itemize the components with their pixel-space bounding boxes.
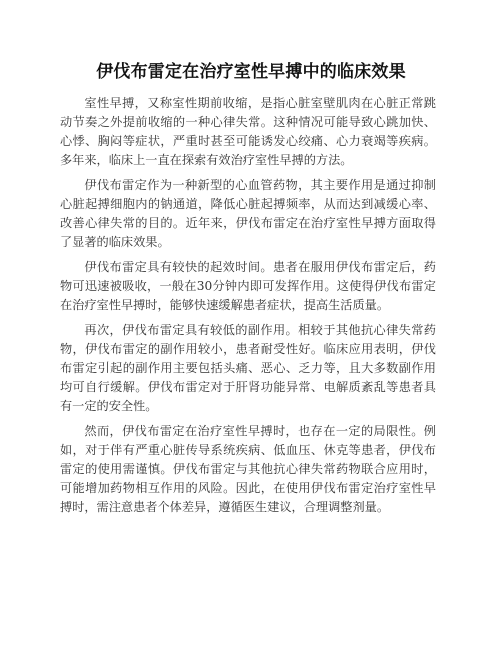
- paragraph-1: 室性早搏，又称室性期前收缩，是指心脏室壁肌肉在心脏正常跳动节奏之外提前收缩的一种心律失常。这种情况可能导致心跳加快、心悸、胸闷等症状，严重时甚至可能诱发心绞痛、心力衰竭等疾病。多年来，临床上一直在探索有效治疗室性早搏的方法。: [60, 96, 436, 167]
- paragraph-5: 然而，伊伐布雷定在治疗室性早搏时，也存在一定的局限性。例如，对于伴有严重心脏传导系统疾病、低血压、休克等患者，伊伐布雷定的使用需谨慎。伊伐布雷定与其他抗心律失常药物联合应用时，可能增加药物相互作用的风险。因此，在使用伊伐布雷定治疗室性早搏时，需注意患者个体差异，遵循医生建议，合理调整剂量。: [60, 424, 436, 514]
- paragraph-2: 伊伐布雷定作为一种新型的心血管药物，其主要作用是通过抑制心脏起搏细胞内的钠通道，降低心脏起搏频率，从而达到减缓心率、改善心律失常的目的。近年来，伊伐布雷定在治疗室性早搏方面取得了显著的临床效果。: [60, 178, 436, 249]
- paragraph-3: 伊伐布雷定具有较快的起效时间。患者在服用伊伐布雷定后，药物可迅速被吸收，一般在30分钟内即可发挥作用。这使得伊伐布雷定在治疗室性早搏时，能够快速缓解患者症状，提高生活质量。: [60, 260, 436, 312]
- document-body: [60, 94, 436, 523]
- paragraph-4: 再次，伊伐布雷定具有较低的副作用。相较于其他抗心律失常药物，伊伐布雷定的副作用较小，患者耐受性好。临床应用表明，伊伐布雷定引起的副作用主要包括头痛、恶心、乏力等，且大多数副作用均可自行缓解。伊伐布雷定对于肝肾功能异常、电解质紊乱等患者具有一定的安全性。: [60, 323, 436, 413]
- document-title: 伊伐布雷定在治疗室性早搏中的临床效果: [96, 62, 406, 82]
